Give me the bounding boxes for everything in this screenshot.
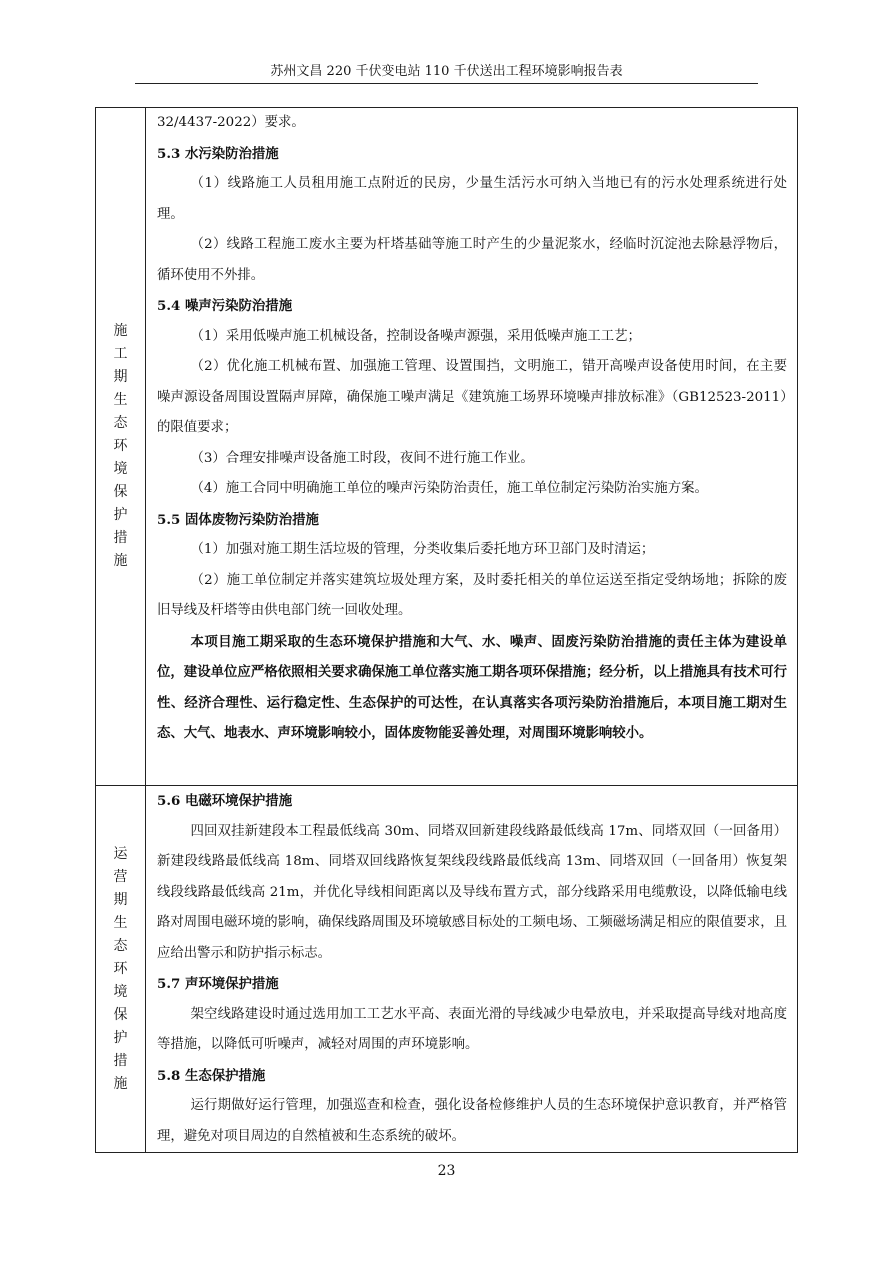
- section-row-operation: [96, 786, 798, 1153]
- section-heading: 5.6 电磁环境保护措施: [157, 793, 293, 809]
- section-row-construction: [96, 108, 798, 786]
- summary-paragraph: 本项目施工期采取的生态环境保护措施和大气、水、噪声、固废污染防治措施的责任主体为建设单位，建设单位应严格依照相关要求确保施工单位落实施工期各项环保措施；经分析，以上措施具有技术可行性、经济合理性、运行稳定性、生态保护的可达性，在认真落实各项污染防治措施后，本项目施工期对生态、大气、地表水、声环境影响较小，固体废物能妥善处理，对周围环境影响较小。: [157, 633, 787, 741]
- section-label-construction: 施工期生态环境保护措施: [96, 108, 146, 786]
- section-heading: 5.8 生态保护措施: [157, 1067, 266, 1084]
- paragraph: （4）施工合同中明确施工单位的噪声污染防治责任，施工单位制定污染防治实施方案。: [190, 481, 708, 496]
- paragraph: 架空线路建设时通过选用加工工艺水平高、表面光滑的导线减少电晕放电，并采取提高导线对地高度等措施，以降低可听噪声，减轻对周围的声环境影响。: [157, 1006, 787, 1052]
- measures-table: [95, 107, 798, 1153]
- section-heading: 5.7 声环境保护措施: [157, 976, 279, 992]
- document-header: 苏州文昌 220 千伏变电站 110 千伏送出工程环境影响报告表: [270, 64, 623, 79]
- header-rule: [135, 83, 758, 84]
- paragraph: （1）采用低噪声施工机械设备，控制设备噪声源强，采用低噪声施工工艺；: [190, 328, 641, 344]
- paragraph: 32/4437-2022）要求。: [157, 115, 305, 130]
- paragraph: （2）施工单位制定并落实建筑垃圾处理方案，及时委托相关的单位运送至指定受纳场地；拆除的废旧导线及杆塔等由供电部门统一回收处理。: [157, 572, 787, 618]
- paragraph: 运行期做好运行管理，加强巡查和检查，强化设备检修维护人员的生态环境保护意识教育，并严格管理，避免对项目周边的自然植被和生态系统的破坏。: [157, 1098, 787, 1144]
- section-heading: 5.4 噪声污染防治措施: [157, 298, 293, 314]
- paragraph: （2）优化施工机械布置、加强施工管理、设置围挡，文明施工，错开高噪声设备使用时间，在主要噪声源设备周围设置隔声屏障，确保施工噪声满足《建筑施工场界环境噪声排放标准》（GB12523-2011）的限值要求；: [157, 359, 787, 435]
- section-heading: 5.3 水污染防治措施: [157, 145, 279, 162]
- page-number: 23: [437, 1163, 456, 1179]
- paragraph: （1）线路施工人员租用施工点附近的民房，少量生活污水可纳入当地已有的污水处理系统进行处理。: [157, 176, 787, 222]
- section-heading: 5.5 固体废物污染防治措施: [157, 511, 319, 528]
- section-body-operation: [146, 786, 798, 1153]
- section-label-operation: 运营期生态环境保护措施: [96, 786, 146, 1153]
- section-body-construction: [146, 108, 798, 786]
- paragraph: （3）合理安排噪声设备施工时段，夜间不进行施工作业。: [190, 450, 534, 466]
- paragraph: （2）线路工程施工废水主要为杆塔基础等施工时产生的少量泥浆水，经临时沉淀池去除悬浮物后，循环使用不外排。: [157, 237, 787, 283]
- paragraph: 四回双挂新建段本工程最低线高 30m、同塔双回新建段线路最低线高 17m、同塔双回（一回备用）新建段线路最低线高 18m、同塔双回线路恢复架线段线路最低线高 13m、同塔双回（一回备用）恢复架线段线路最低线高 21m，并优化导线相间距离以及导线布置方式，部分线路采用电缆敷设，以降低输电线路对周围电磁环境的影响，确保线路周围及环境敏感目标处的工频电场、工频磁场满足相应的限值要求，且应给出警示和防护指示标志。: [157, 823, 787, 961]
- paragraph: （1）加强对施工期生活垃圾的管理，分类收集后委托地方环卫部门及时清运；: [190, 542, 655, 557]
